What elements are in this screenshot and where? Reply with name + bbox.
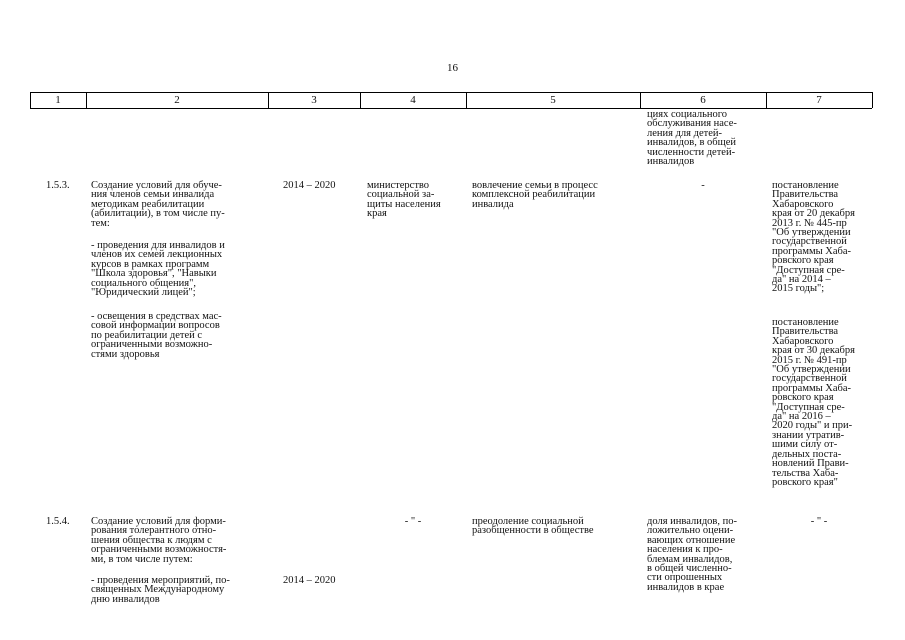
column-header-3: 3 (311, 94, 317, 106)
column-header-4: 4 (410, 94, 416, 106)
period: 2014 – 2020 (283, 575, 336, 586)
column-header-5: 5 (550, 94, 556, 106)
measure-subitem: - проведения мероприятий, по- священных Международному дню инвалидов (91, 575, 230, 605)
legal-basis: - " - (810, 516, 828, 527)
row-number: 1.5.3. (46, 180, 70, 191)
measure-title: Создание условий для форми- рования толерантного отно- шения общества к людям с ограниченными возможностя- ми, в том числе путем: (91, 516, 227, 565)
expected-result: вовлечение семьи в процесс комплексной реабилитации инвалида (472, 180, 598, 210)
continued-indicator-text: циях социального обслуживания насе- ления для детей- инвалидов, в общей численности детей- инвалидов (647, 109, 737, 168)
column-header-6: 6 (700, 94, 706, 106)
indicator: доля инвалидов, по- ложительно оцени- вающих отношение населения к про- блемам инвалидов, в общей численно- сти опрошенных инвалидов в крае (647, 516, 737, 593)
column-header-2: 2 (174, 94, 180, 106)
header-bottom-border (30, 108, 872, 109)
legal-basis: постановление Правительства Хабаровского края от 30 декабря 2015 г. № 491-пр "Об утверждении государственной программы Хаба- ровского края "Доступная сре- да" на 2016 – 2020 годы" и при- знании утратив- шими силу от- дельных поста- новлений Прави- тельства Хаба- ровского края" (772, 317, 855, 488)
header-divider (872, 92, 873, 108)
executor: министерство социальной за- щиты населения края (367, 180, 441, 220)
executor: - " - (404, 516, 422, 527)
measure-subitem: - проведения для инвалидов и членов их семей лекционных курсов в рамках программ "Школа здоровья", "Навыки социального общения", "Юридический лицей"; (91, 240, 225, 299)
indicator: - (701, 180, 705, 191)
column-header-1: 1 (55, 94, 61, 106)
measure-subitem: - освещения в средствах мас- совой информации вопросов по реабилитации детей с ограниченными возможно- стями здоровья (91, 311, 222, 360)
expected-result: преодоление социальной разобщенности в обществе (472, 516, 594, 537)
period: 2014 – 2020 (283, 180, 336, 191)
column-header-7: 7 (816, 94, 822, 106)
legal-basis: постановление Правительства Хабаровского края от 20 декабря 2013 г. № 445-пр "Об утверждении государственной программы Хаба- ровского края "Доступная сре- да" на 2014 – 2015 годы"; (772, 180, 855, 295)
page-number: 16 (447, 62, 458, 74)
measure-title: Создание условий для обуче- ния членов семьи инвалида методикам реабилитации (абилитации), в том числе пу- тем: (91, 180, 225, 229)
row-number: 1.5.4. (46, 516, 70, 527)
